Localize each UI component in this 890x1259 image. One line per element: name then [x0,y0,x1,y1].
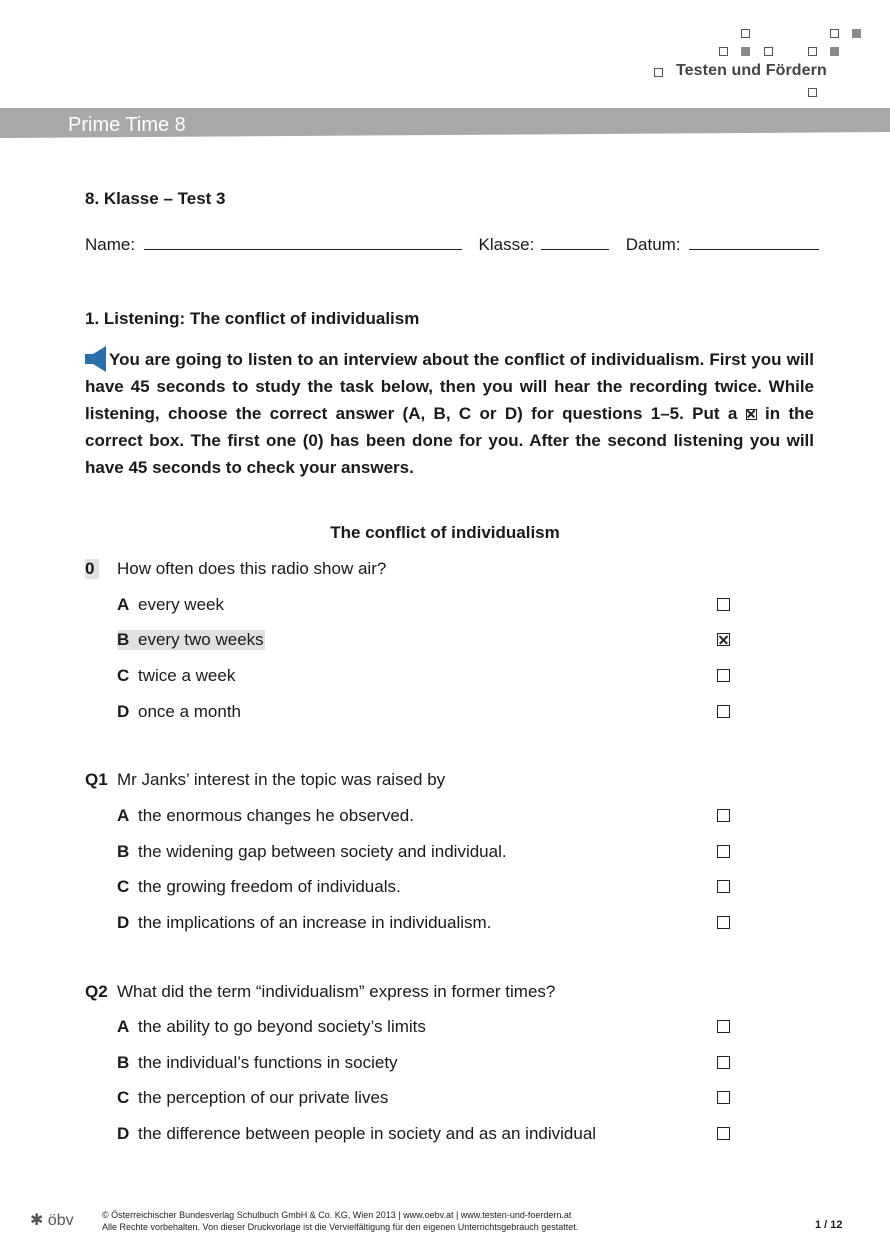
logo-square [654,68,663,77]
section-heading: 1. Listening: The conflict of individualism [85,309,420,328]
class-field[interactable] [541,235,609,250]
speaker-icon [85,346,107,372]
option-2-a: A the ability to go beyond society’s limits [117,1017,426,1036]
logo-square [719,47,728,56]
question-1 [85,770,445,790]
name-label: Name: [85,235,136,254]
option-1-a: A the enormous changes he observed. [117,806,414,825]
checkbox-1-a[interactable] [717,809,730,822]
task-title: The conflict of individualism [330,523,560,542]
checkbox-2-d[interactable] [717,1127,730,1140]
footer-copyright [102,1209,578,1233]
option-0-a: A every week [117,595,224,614]
question-number: Q1 [85,770,108,789]
date-field[interactable] [689,235,819,250]
instructions-text-2: in the correct box. The first one (0) has been done for you. After the second listening you will have 45 seconds to check your answers. [85,404,814,477]
test-title: 8. Klasse – Test 3 [85,189,226,208]
checkbox-0-a[interactable] [717,598,730,611]
logo-square [741,47,750,56]
checkbox-2-b[interactable] [717,1056,730,1069]
option-1-d: D the implications of an increase in individualism. [117,913,492,932]
brand-name: Testen und Fördern [676,62,827,79]
checkbox-1-c[interactable] [717,880,730,893]
header-title: Prime Time 8 [68,114,186,136]
option-0-c: C twice a week [117,666,236,685]
publisher-logo-text: öbv [47,1212,74,1229]
option-0-b: B every two weeks [117,630,264,649]
student-info-form [85,235,819,255]
class-label: Klasse: [478,235,535,254]
footer-line-1: © Österreichischer Bundesverlag Schulbuch GmbH & Co. KG, Wien 2013 | www.oebv.at | www.testen-und-foerdern.at [102,1210,572,1220]
question-text: How often does this radio show air? [117,559,387,578]
question-0 [85,559,386,579]
question-text: What did the term “individualism” express in former times? [117,982,556,1001]
checkbox-0-c[interactable] [717,669,730,682]
checkbox-1-d[interactable] [717,916,730,929]
date-label: Datum: [625,235,681,254]
checkbox-2-c[interactable] [717,1091,730,1104]
question-number: Q2 [85,982,108,1001]
logo-square [808,88,817,97]
publisher-logo [30,1210,74,1230]
logo-square [808,47,817,56]
option-0-d: D once a month [117,702,242,721]
option-1-c: C the growing freedom of individuals. [117,877,401,896]
crossed-box-icon [746,409,757,420]
footer-line-2: Alle Rechte vorbehalten. Von dieser Druckvorlage ist die Vervielfältigung für den eigenen Unterrichtsgebrauch gestattet. [102,1222,579,1232]
logo-square [830,29,839,38]
logo-square [741,29,750,38]
logo-square [830,47,839,56]
checkbox-0-b-checked[interactable] [717,633,730,646]
star-icon: ✱ [30,1212,44,1229]
logo-square [764,47,773,56]
instructions [85,346,814,481]
option-2-d: D the difference between people in society and as an individual [117,1124,597,1143]
question-2 [85,982,555,1002]
option-2-b: B the individual’s functions in society [117,1053,398,1072]
option-1-b: B the widening gap between society and individual. [117,842,507,861]
page-number: 1 / 12 [815,1219,843,1231]
checkbox-2-a[interactable] [717,1020,730,1033]
option-2-c: C the perception of our private lives [117,1088,389,1107]
instructions-text-1: You are going to listen to an interview about the conflict of individualism. First you will have 45 seconds to study the task below, then you will hear the recording twice. While listening, choose the correct answer (A, B, C or D) for questions 1–5. Put a [85,350,814,423]
name-field[interactable] [144,235,462,250]
logo-square [852,29,861,38]
question-number: 0 [85,559,99,579]
question-text: Mr Janks’ interest in the topic was raised by [117,770,446,789]
checkbox-1-b[interactable] [717,845,730,858]
checkbox-0-d[interactable] [717,705,730,718]
